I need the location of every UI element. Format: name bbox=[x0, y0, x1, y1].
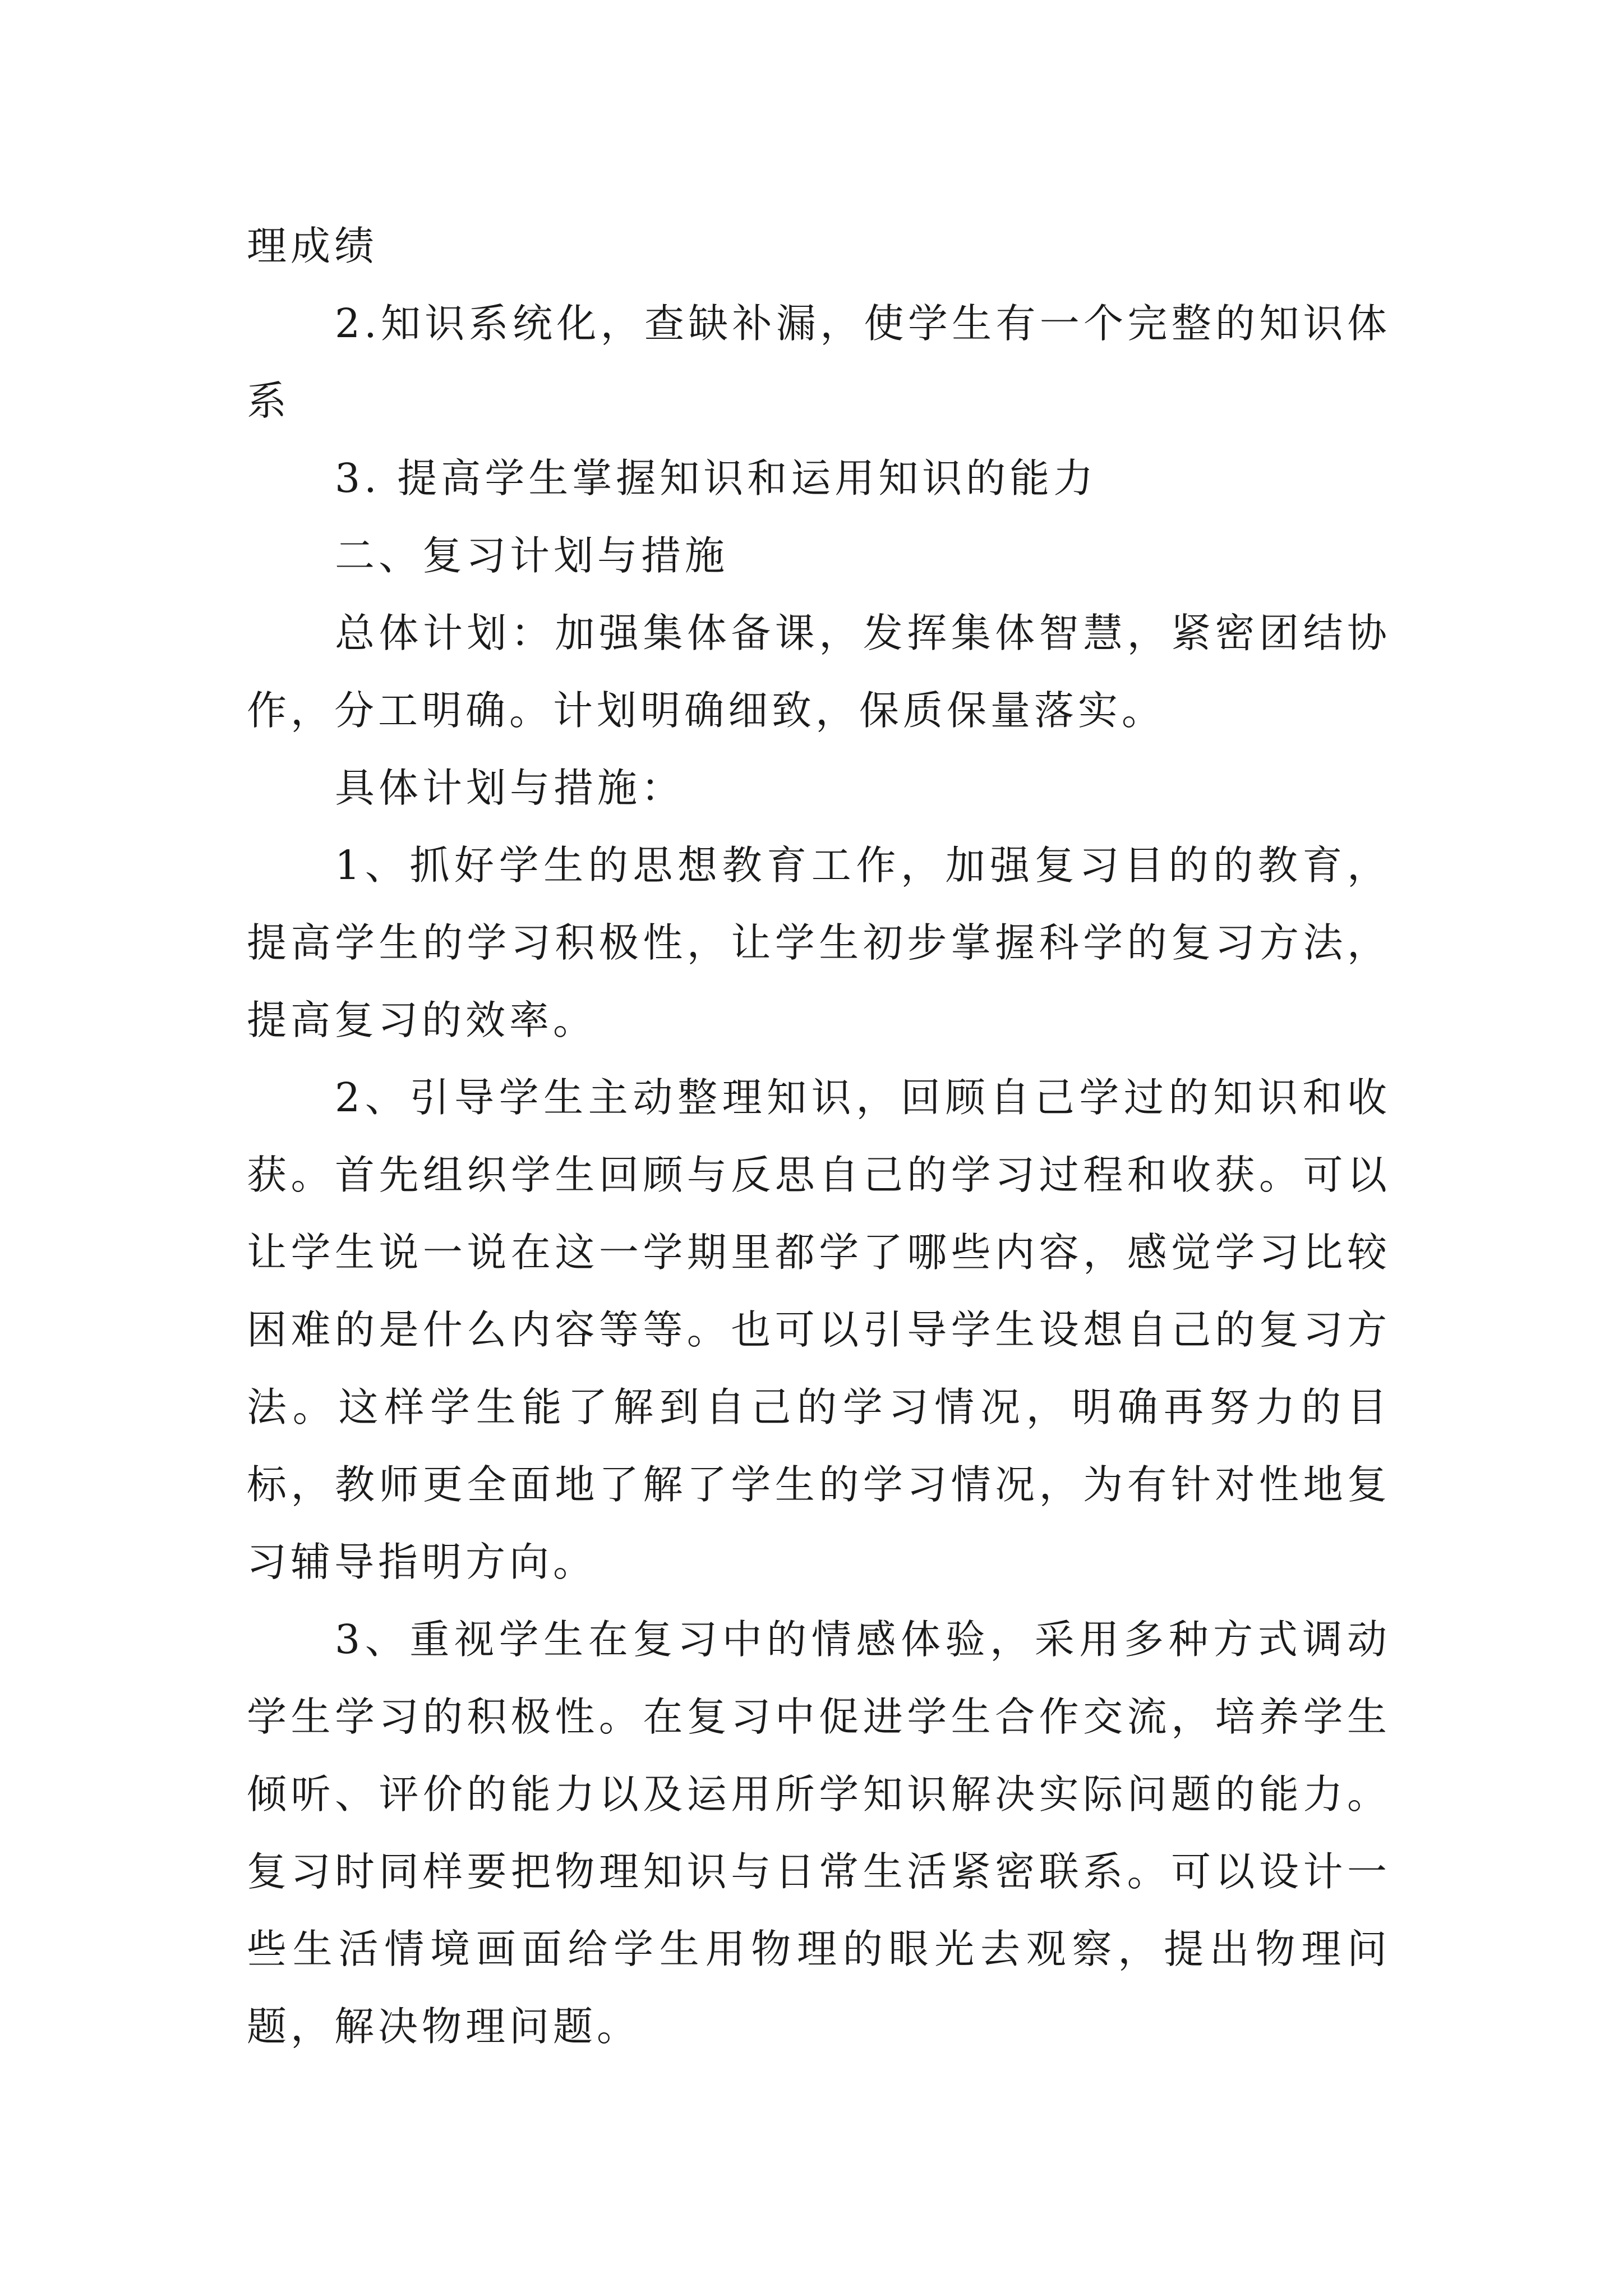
paragraph-measure-1: 1、抓好学生的思想教育工作，加强复习目的的教育，提高学生的学习积极性，让学生初步掌握科学的复习方法，提高复习的效率。 bbox=[247, 842, 1391, 1043]
paragraph-goal-2: 2.知识系统化，查缺补漏，使学生有一个完整的知识体系 bbox=[247, 300, 1391, 424]
section-heading: 二、复习计划与措施 bbox=[335, 532, 729, 579]
paragraph-measure-3: 3、重视学生在复习中的情感体验，采用多种方式调动学生学习的积极性。在复习中促进学生合作交流，培养学生倾听、评价的能力以及运用所学知识解决实际问题的能力。复习时同样要把物理知识与日常生活紧密联系。可以设计一些生活情境画面给学生用物理的眼光去观察，提出物理问题，解决物理问题。 bbox=[247, 1616, 1391, 2050]
paragraph-goal-3: 3. 提高学生掌握知识和运用知识的能力 bbox=[335, 455, 1098, 501]
paragraph-overall-plan: 总体计划：加强集体备课，发挥集体智慧，紧密团结协作，分工明确。计划明确细致，保质保量落实。 bbox=[247, 610, 1391, 734]
paragraph-measure-2: 2、引导学生主动整理知识，回顾自己学过的知识和收获。首先组织学生回顾与反思自己的学习过程和收获。可以让学生说一说在这一学期里都学了哪些内容，感觉学习比较困难的是什么内容等等。也可以引导学生设想自己的复习方法。这样学生能了解到自己的学习情况，明确再努力的目标，教师更全面地了解了学生的学习情况，为有针对性地复习辅导指明方向。 bbox=[247, 1074, 1391, 1585]
subheading-specific-plan: 具体计划与措施： bbox=[335, 765, 685, 811]
paragraph-continuation: 理成绩 bbox=[247, 223, 379, 269]
document-body bbox=[247, 208, 1391, 2065]
